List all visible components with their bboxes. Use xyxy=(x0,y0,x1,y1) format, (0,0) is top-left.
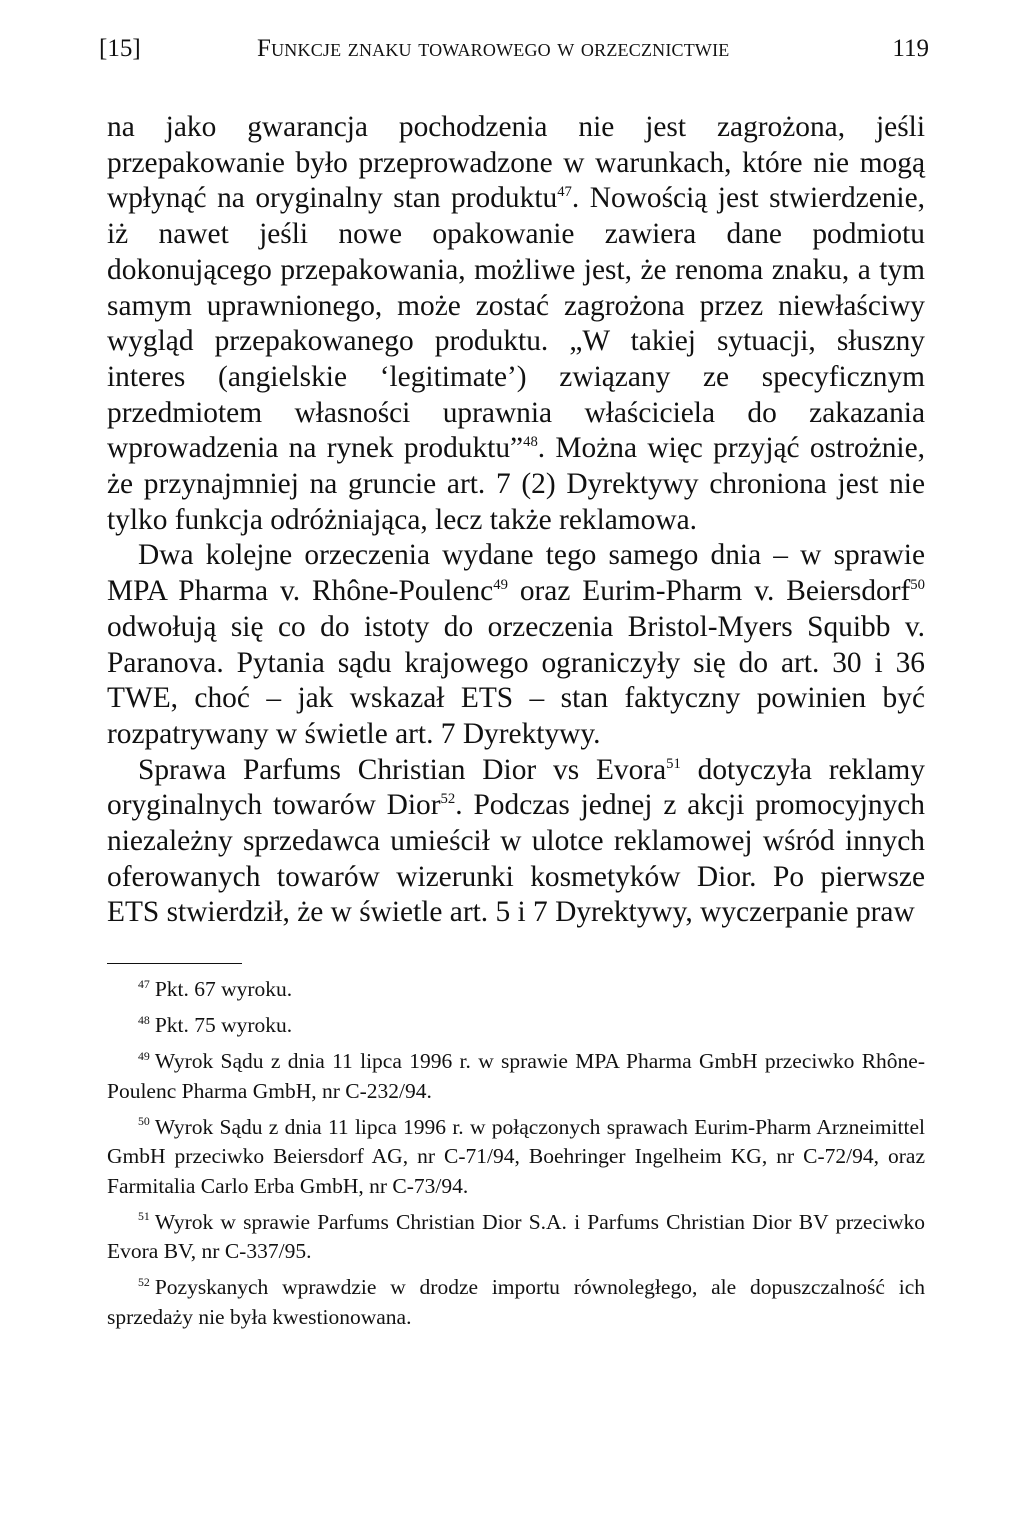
footnote-text: Pkt. 75 wyroku. xyxy=(154,1013,293,1037)
text-run: odwołują się co do istoty do orzeczenia Bristol-Myers Squibb v. Paranova. Pytania sądu krajowego ograniczyły się do art. 30 i 36 TWE, choć – jak wskazał ETS – stan faktyczny powinien być rozpatrywany w świetle art. 7 Dyrektywy. xyxy=(107,610,925,750)
footnote-number: 50 xyxy=(138,1114,150,1129)
paragraph-3 xyxy=(107,753,925,932)
text-run: . Podczas jednej z akcji promocyjnych niezależny sprzedawca umieścił w ulotce reklamowej wśród innych oferowanych towarów wizerunki kosmetyków Dior. Po pierwsze ETS stwierdził, że w świetle art. 5 i 7 Dyrektywy, wyczerpanie praw xyxy=(107,789,926,929)
footnote-text: Pkt. 67 wyroku. xyxy=(154,977,293,1001)
footnote-separator xyxy=(107,963,242,964)
footnote-number: 52 xyxy=(138,1274,150,1289)
main-text xyxy=(107,110,925,931)
footnote-number: 51 xyxy=(138,1209,150,1224)
running-head xyxy=(99,32,929,66)
paragraph-1 xyxy=(107,110,925,538)
running-title: Funkcje znaku towarowego w orzecznictwie xyxy=(257,35,730,62)
footnote-ref-51[interactable]: 51 xyxy=(666,755,681,772)
text-run: Dwa kolejne orzeczenia wydane tego samego dnia – w sprawie MPA Pharma v. Rhône-Poulenc xyxy=(107,539,925,608)
footnote-ref-49[interactable]: 49 xyxy=(493,577,508,594)
footnote-text: Wyrok Sądu z dnia 11 lipca 1996 r. w połączonych sprawach Eurim-Pharm Arzneimittel GmbH przeciwko Beiersdorf AG, nr C-71/94, Boehringer Ingelheim KG, nr C-72/94, oraz Farmitalia Carlo Erba GmbH, nr C-73/94. xyxy=(107,1114,925,1198)
text-run: na jako gwarancja pochodzenia nie jest zagrożona, jeśli przepakowanie było przeprowadzone w warunkach, które nie mogą wpłynąć na oryginalny stan produktu xyxy=(107,111,925,215)
footnote-ref-50[interactable]: 50 xyxy=(910,577,925,594)
footnote-text: Wyrok w sprawie Parfums Christian Dior S.A. i Parfums Christian Dior BV przeciwko Evora BV, nr C-337/95. xyxy=(107,1209,925,1263)
text-run: . Można więc przyjąć ostrożnie, że przynajmniej na gruncie art. 7 (2) Dyrektywy chroniona jest nie tylko funkcja odróżniająca, lecz także reklamowa. xyxy=(107,432,925,536)
footnote-ref-47[interactable]: 47 xyxy=(557,184,572,201)
paragraph-2 xyxy=(107,538,925,752)
book-page xyxy=(99,0,929,1527)
footnote-49 xyxy=(107,1047,925,1106)
footnotes xyxy=(107,975,925,1339)
footnote-number: 48 xyxy=(138,1012,150,1027)
text-run: dotyczyła reklamy oryginalnych towarów Dior xyxy=(107,753,925,822)
footnote-50 xyxy=(107,1113,925,1202)
text-run: oraz Eurim-Pharm v. Beiersdorf xyxy=(507,575,911,608)
page-number: 119 xyxy=(892,35,929,62)
text-run: Sprawa Parfums Christian Dior vs Evora xyxy=(138,753,667,786)
footnote-ref-52[interactable]: 52 xyxy=(440,791,456,808)
footnote-52 xyxy=(107,1273,925,1332)
footnote-51 xyxy=(107,1208,925,1267)
footnote-number: 49 xyxy=(138,1048,150,1063)
footnote-text: Wyrok Sądu z dnia 11 lipca 1996 r. w sprawie MPA Pharma GmbH przeciwko Rhône-Poulenc Pharma GmbH, nr C-232/94. xyxy=(107,1049,925,1103)
footnote-48 xyxy=(107,1011,925,1041)
text-run: . Nowością jest stwierdzenie, iż nawet jeśli nowe opakowanie zawiera dane podmiotu dokonującego przepakowania, możliwe jest, że renoma znaku, a tym samym uprawnionego, może zostać zagrożona przez niewłaściwy wygląd przepakowanego produktu. „W takiej sytuacji, słuszny interes (angielskie ‘legitimate’) związany ze specyficznym przedmiotem własności uprawnia właściciela do zakazania wprowadzenia na rynek produktu” xyxy=(107,182,925,465)
footnote-number: 47 xyxy=(138,976,150,991)
footnote-47 xyxy=(107,975,925,1005)
section-number: [15] xyxy=(99,35,141,62)
footnote-text: Pozyskanych wprawdzie w drodze importu równoległego, ale dopuszczalność ich sprzedaży nie była kwestionowana. xyxy=(107,1275,925,1329)
footnote-ref-48[interactable]: 48 xyxy=(523,434,538,451)
